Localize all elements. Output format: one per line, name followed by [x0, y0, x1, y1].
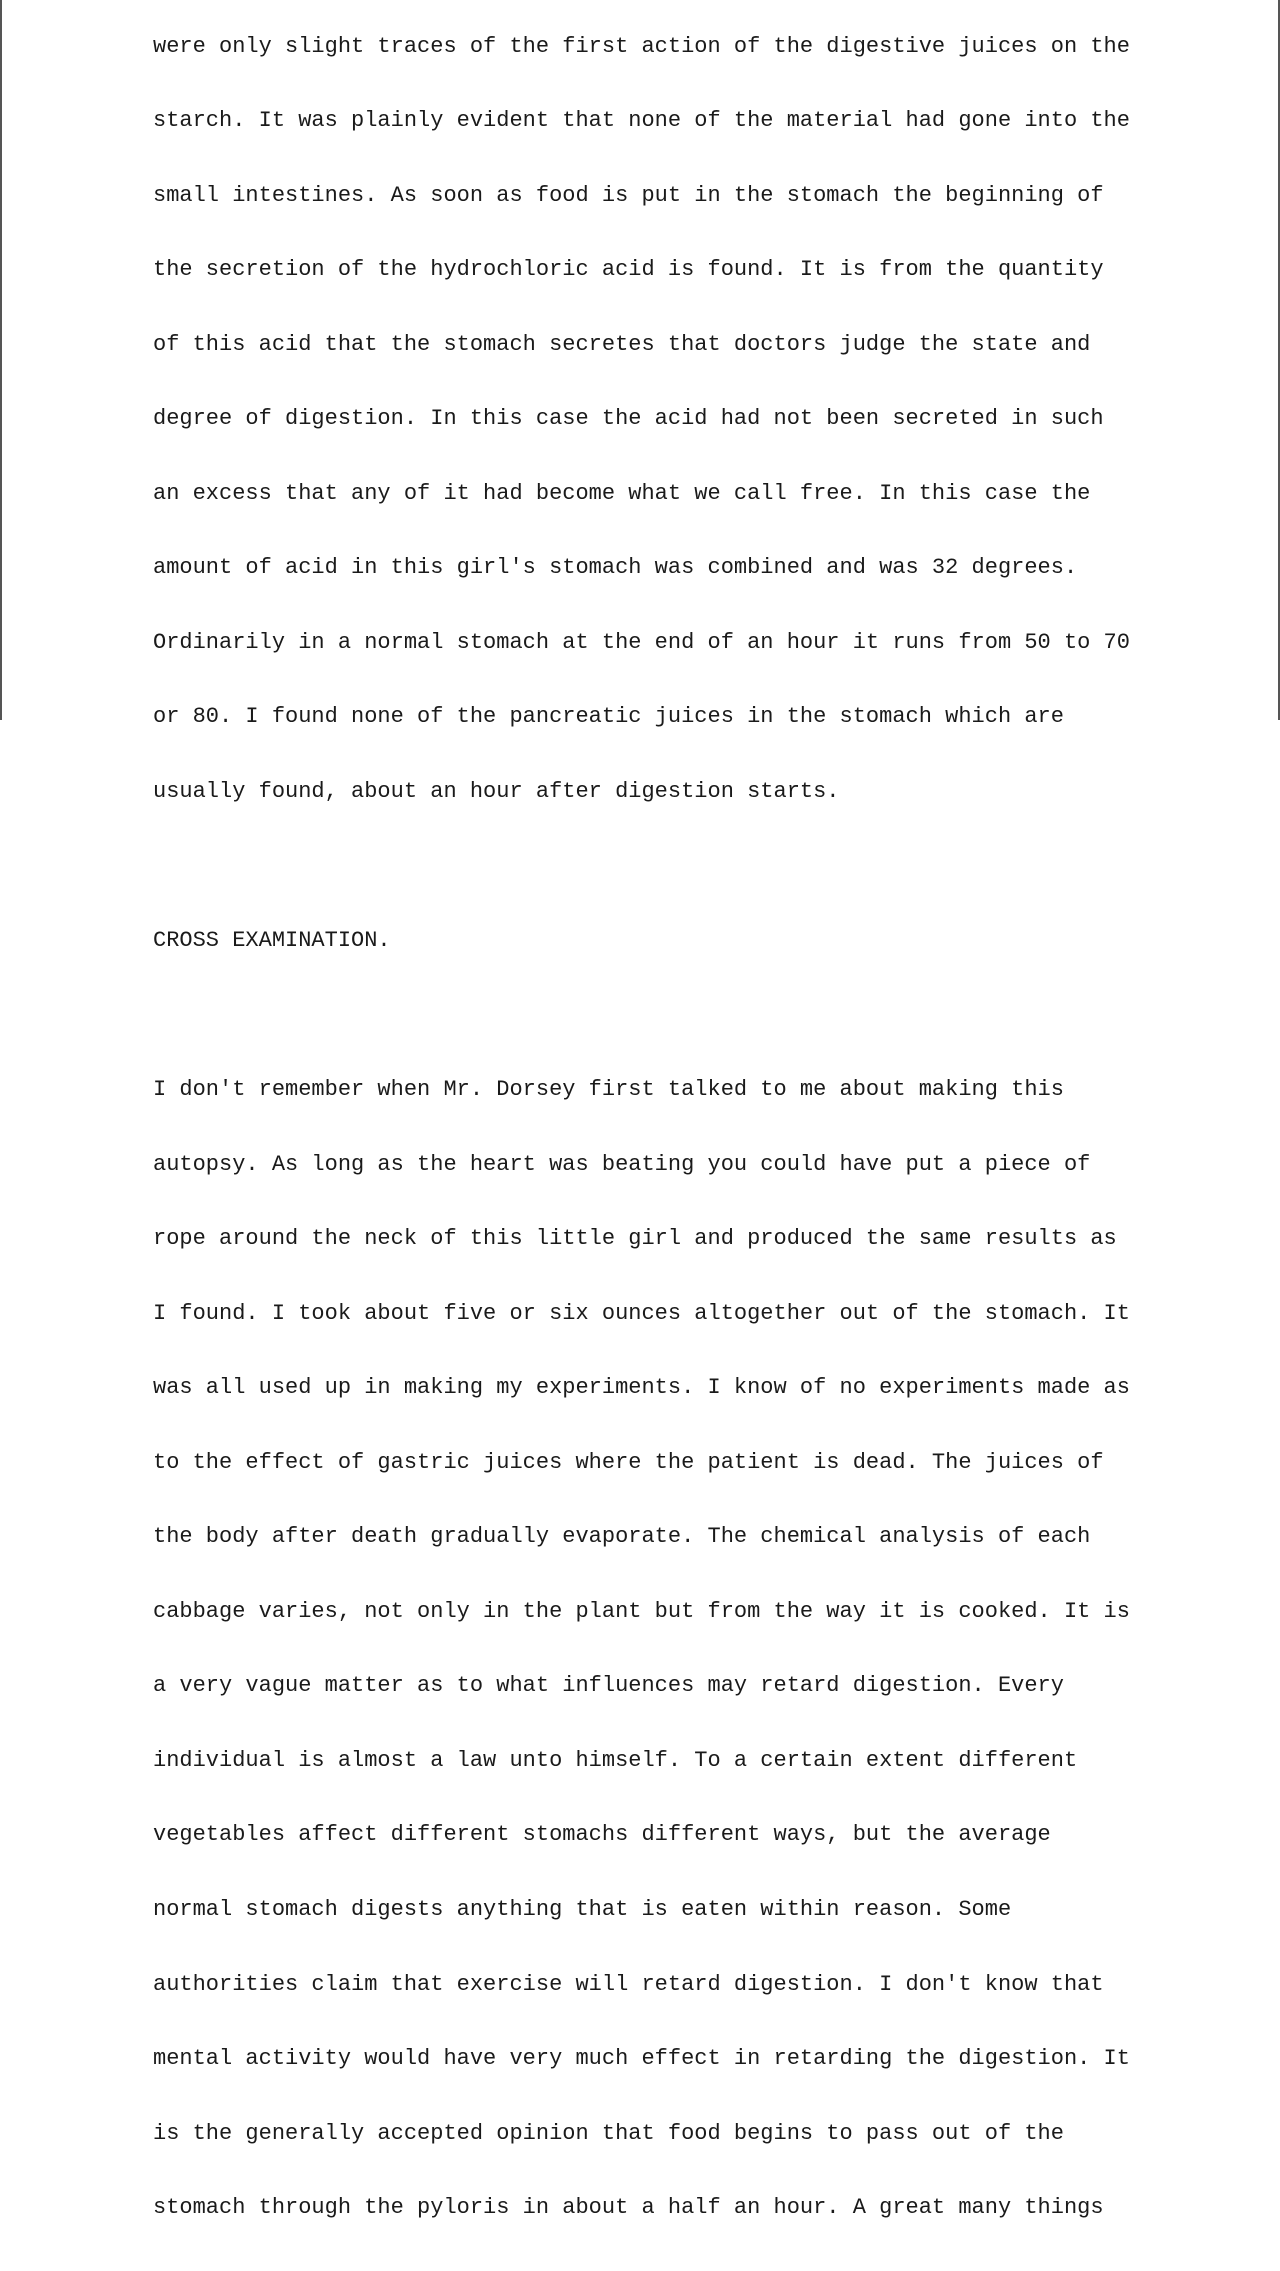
text-line: starch. It was plainly evident that none of the material had gone into the [153, 108, 1130, 134]
text-line: or 80. I found none of the pancreatic juices in the stomach which are [153, 704, 1064, 730]
text-line: stomach through the pyloris in about a half an hour. A great many things [153, 2195, 1104, 2221]
text-line: the secretion of the hydrochloric acid is found. It is from the quantity [153, 257, 1104, 283]
text-line: a very vague matter as to what influences may retard digestion. Every [153, 1673, 1064, 1699]
text-line: to the effect of gastric juices where the patient is dead. The juices of [153, 1449, 1104, 1475]
text-line: the body after death gradually evaporate. The chemical analysis of each [153, 1524, 1091, 1550]
section-heading: CROSS EXAMINATION. [153, 928, 391, 954]
text-line: degree of digestion. In this case the acid had not been secreted in such [153, 406, 1104, 432]
text-line: is the generally accepted opinion that food begins to pass out of the [153, 2120, 1064, 2146]
text-line: amount of acid in this girl's stomach was combined and was 32 degrees. [153, 555, 1078, 581]
text-line: were only slight traces of the first action of the digestive juices on the [153, 33, 1130, 59]
text-line: I found. I took about five or six ounces altogether out of the stomach. It [153, 1300, 1130, 1326]
text-line: I don't remember when Mr. Dorsey first talked to me about making this [153, 1077, 1064, 1103]
text-line: authorities claim that exercise will retard digestion. I don't know that [153, 1971, 1104, 1997]
paragraph-gap [153, 1004, 1153, 1029]
text-line: rope around the neck of this little girl and produced the same results as [153, 1226, 1117, 1252]
text-line: was all used up in making my experiments. I know of no experiments made as [153, 1375, 1130, 1401]
paragraph-gap [153, 855, 1153, 880]
text-line: an excess that any of it had become what we call free. In this case the [153, 480, 1091, 506]
text-line: of this acid that the stomach secretes that doctors judge the state and [153, 331, 1091, 357]
text-line: individual is almost a law unto himself. To a certain extent different [153, 1747, 1078, 1773]
document-text [153, 0, 1153, 2271]
text-line: cabbage varies, not only in the plant but from the way it is cooked. It is [153, 1598, 1130, 1624]
text-line: mental activity would have very much effect in retarding the digestion. It [153, 2046, 1130, 2072]
text-line: usually found, about an hour after digestion starts. [153, 779, 840, 804]
text-line: small intestines. As soon as food is put in the stomach the beginning of [153, 182, 1104, 208]
text-line: autopsy. As long as the heart was beating you could have put a piece of [153, 1151, 1091, 1177]
text-line: vegetables affect different stomachs different ways, but the average [153, 1822, 1051, 1848]
text-line: normal stomach digests anything that is eaten within reason. Some [153, 1896, 1012, 1922]
text-line: Ordinarily in a normal stomach at the end of an hour it runs from 50 to 70 [153, 629, 1130, 655]
